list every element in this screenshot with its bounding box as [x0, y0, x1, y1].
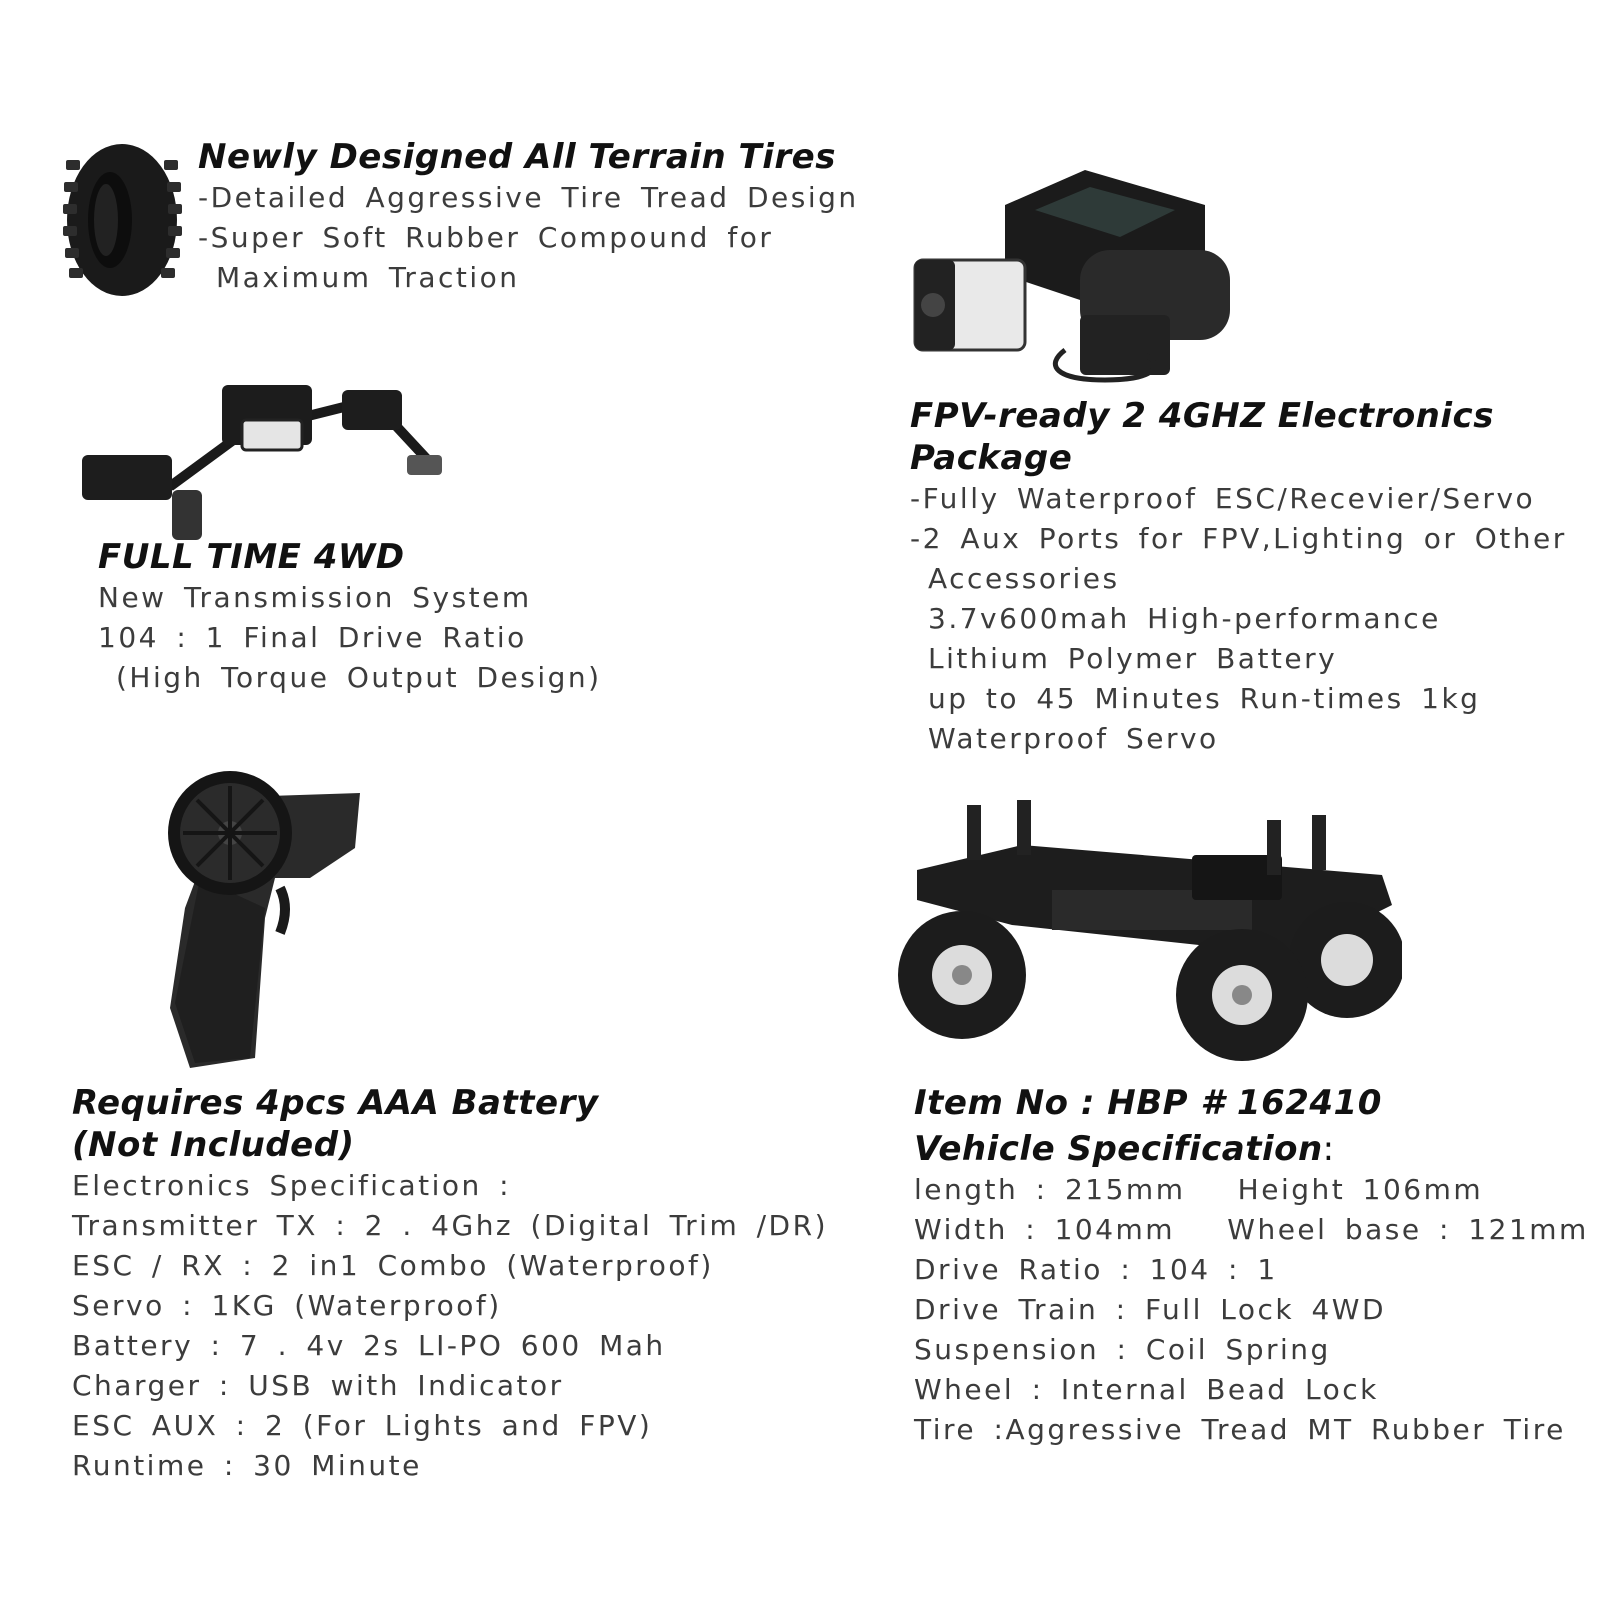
fpv-line: -2 Aux Ports for FPV,Lighting or Other: [910, 522, 1567, 555]
vehicle-spec-title: [914, 1128, 1589, 1170]
tire-image: [60, 140, 185, 300]
battery-line: Electronics Specification :: [72, 1169, 512, 1202]
drive-title: FULL TIME 4WD: [98, 537, 405, 577]
vehicle-line: Tire :Aggressive Tread MT Rubber Tire: [914, 1413, 1566, 1446]
fpv-line: Accessories: [928, 562, 1120, 595]
drivetrain-image: [72, 375, 452, 545]
battery-line: Battery : 7 . 4v 2s LI-PO 600 Mah: [72, 1329, 666, 1362]
battery-title-line2: (Not Included): [72, 1125, 355, 1165]
fpv-title-line1: FPV-ready 2 4GHZ Electronics: [910, 396, 1494, 436]
tires-section: [198, 136, 859, 298]
tires-line: Maximum Traction: [216, 261, 520, 294]
tires-line: -Super Soft Rubber Compound for: [198, 221, 774, 254]
vehicle-line: length : 215mm Height 106mm: [914, 1173, 1484, 1206]
drive-line: 104 : 1 Final Drive Ratio: [98, 621, 527, 654]
vehicle-line: Wheel : Internal Bead Lock: [914, 1373, 1379, 1406]
battery-title-line1: Requires 4pcs AAA Battery: [72, 1083, 599, 1123]
fpv-section: [910, 395, 1567, 759]
battery-line: Transmitter TX : 2 . 4Ghz (Digital Trim /DR): [72, 1209, 828, 1242]
drive-line: (High Torque Output Design): [116, 661, 602, 694]
fpv-line: up to 45 Minutes Run-times 1kg: [928, 682, 1481, 715]
battery-line: Servo : 1KG (Waterproof): [72, 1289, 502, 1322]
fpv-line: Waterproof Servo: [928, 722, 1219, 755]
vehicle-spec-title-text: Vehicle Specification: [914, 1129, 1323, 1169]
fpv-title-line2: Package: [910, 438, 1073, 478]
vehicle-line: Suspension : Coil Spring: [914, 1333, 1331, 1366]
battery-line: Runtime : 30 Minute: [72, 1449, 422, 1482]
vehicle-spec-colon: :: [1322, 1129, 1335, 1169]
vehicle-line: Drive Ratio : 104 : 1: [914, 1253, 1278, 1286]
tires-line: -Detailed Aggressive Tire Tread Design: [198, 181, 859, 214]
vehicle-line: Width : 104mm Wheel base : 121mm: [914, 1213, 1589, 1246]
drive-line: New Transmission System: [98, 581, 532, 614]
drive-section: [98, 536, 602, 698]
item-number: Item No : HBP # 162410: [914, 1083, 1382, 1123]
fpv-line: 3.7v600mah High-performance: [928, 602, 1441, 635]
battery-line: Charger : USB with Indicator: [72, 1369, 564, 1402]
battery-line: ESC AUX : 2 (For Lights and FPV): [72, 1409, 653, 1442]
transmitter-image: [140, 758, 375, 1073]
battery-line: ESC / RX : 2 in1 Combo (Waterproof): [72, 1249, 714, 1282]
vehicle-line: Drive Train : Full Lock 4WD: [914, 1293, 1387, 1326]
fpv-line: -Fully Waterproof ESC/Recevier/Servo: [910, 482, 1536, 515]
tires-title: Newly Designed All Terrain Tires: [198, 137, 836, 177]
electronics-package-image: [905, 165, 1265, 390]
vehicle-section: [914, 1082, 1589, 1450]
fpv-line: Lithium Polymer Battery: [928, 642, 1338, 675]
chassis-image: [892, 795, 1402, 1065]
battery-section: [72, 1082, 828, 1486]
